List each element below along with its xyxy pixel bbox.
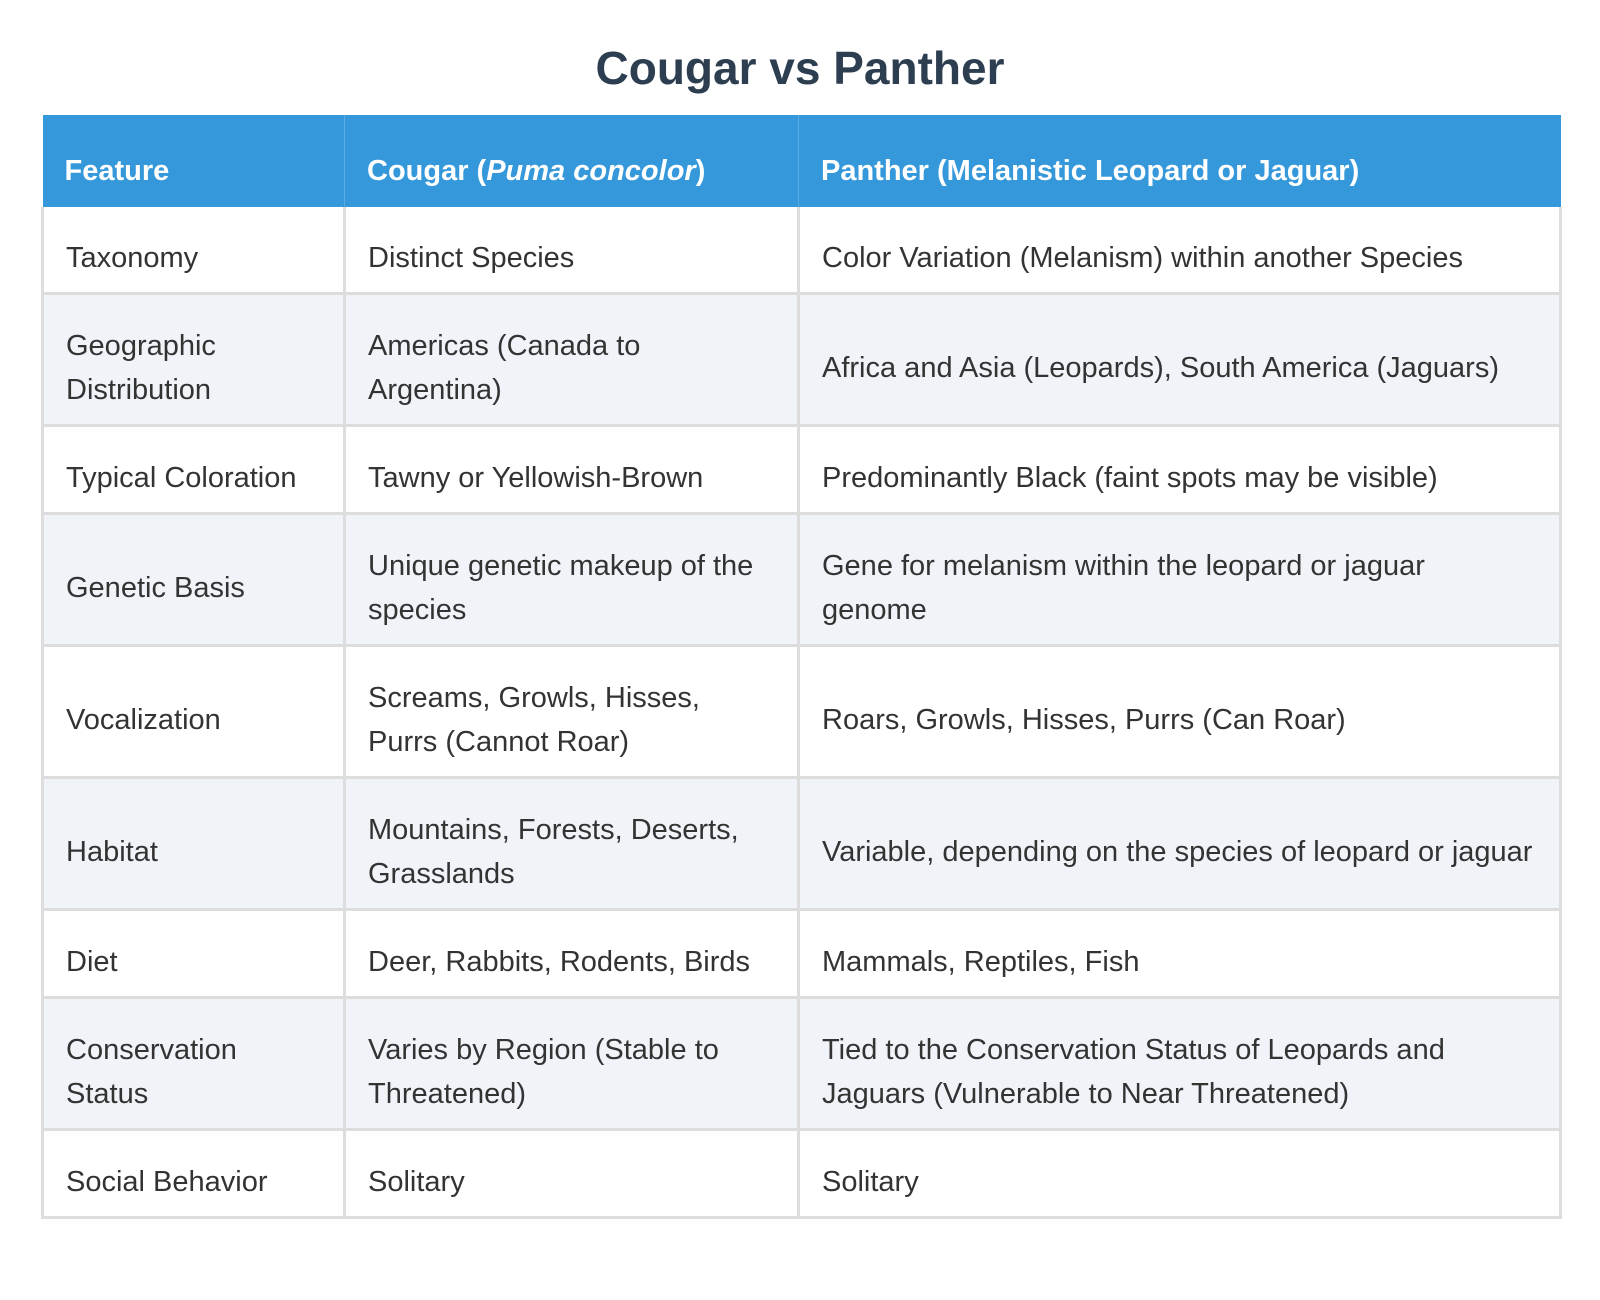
cell-panther: Africa and Asia (Leopards), South America (Jaguars): [799, 294, 1561, 426]
cell-panther: Solitary: [799, 1130, 1561, 1218]
cell-feature: Habitat: [43, 778, 345, 910]
cell-cougar: Mountains, Forests, Deserts, Grasslands: [345, 778, 799, 910]
page-title: Cougar vs Panther: [595, 42, 1005, 94]
cell-cougar: Americas (Canada to Argentina): [345, 294, 799, 426]
header-cougar-suffix: ): [695, 155, 706, 187]
table-row: [43, 778, 1561, 910]
cell-feature: Diet: [43, 910, 345, 998]
cell-feature: Vocalization: [43, 646, 345, 778]
table-row: [43, 910, 1561, 998]
table-row: [43, 646, 1561, 778]
header-cougar-prefix: Cougar (: [367, 155, 487, 187]
cell-cougar: Distinct Species: [345, 207, 799, 294]
cell-panther: Variable, depending on the species of leopard or jaguar: [799, 778, 1561, 910]
cell-feature: Geographic Distribution: [43, 294, 345, 426]
cell-cougar: Varies by Region (Stable to Threatened): [345, 998, 799, 1130]
table-row: [43, 998, 1561, 1130]
cell-cougar: Deer, Rabbits, Rodents, Birds: [345, 910, 799, 998]
header-feature: Feature: [43, 115, 345, 207]
table-row: [43, 426, 1561, 514]
cell-cougar: Unique genetic makeup of the species: [345, 514, 799, 646]
header-cougar-scientific-name: Puma concolor: [486, 155, 696, 187]
cell-panther: Color Variation (Melanism) within another Species: [799, 207, 1561, 294]
cell-feature: Conservation Status: [43, 998, 345, 1130]
cell-cougar: Tawny or Yellowish-Brown: [345, 426, 799, 514]
table-row: [43, 207, 1561, 294]
cell-cougar: Solitary: [345, 1130, 799, 1218]
cell-feature: Social Behavior: [43, 1130, 345, 1218]
cell-panther: Mammals, Reptiles, Fish: [799, 910, 1561, 998]
comparison-table: [41, 115, 1562, 1219]
cell-panther: Gene for melanism within the leopard or jaguar genome: [799, 514, 1561, 646]
cell-feature: Taxonomy: [43, 207, 345, 294]
table-header-row: [43, 115, 1561, 207]
cell-panther: Predominantly Black (faint spots may be visible): [799, 426, 1561, 514]
cell-panther: Roars, Growls, Hisses, Purrs (Can Roar): [799, 646, 1561, 778]
cell-cougar: Screams, Growls, Hisses, Purrs (Cannot Roar): [345, 646, 799, 778]
table-row: [43, 1130, 1561, 1218]
table-row: [43, 514, 1561, 646]
cell-feature: Typical Coloration: [43, 426, 345, 514]
cell-panther: Tied to the Conservation Status of Leopards and Jaguars (Vulnerable to Near Threatened): [799, 998, 1561, 1130]
header-panther: Panther (Melanistic Leopard or Jaguar): [799, 115, 1561, 207]
cell-feature: Genetic Basis: [43, 514, 345, 646]
table-row: [43, 294, 1561, 426]
header-cougar: [345, 115, 799, 207]
